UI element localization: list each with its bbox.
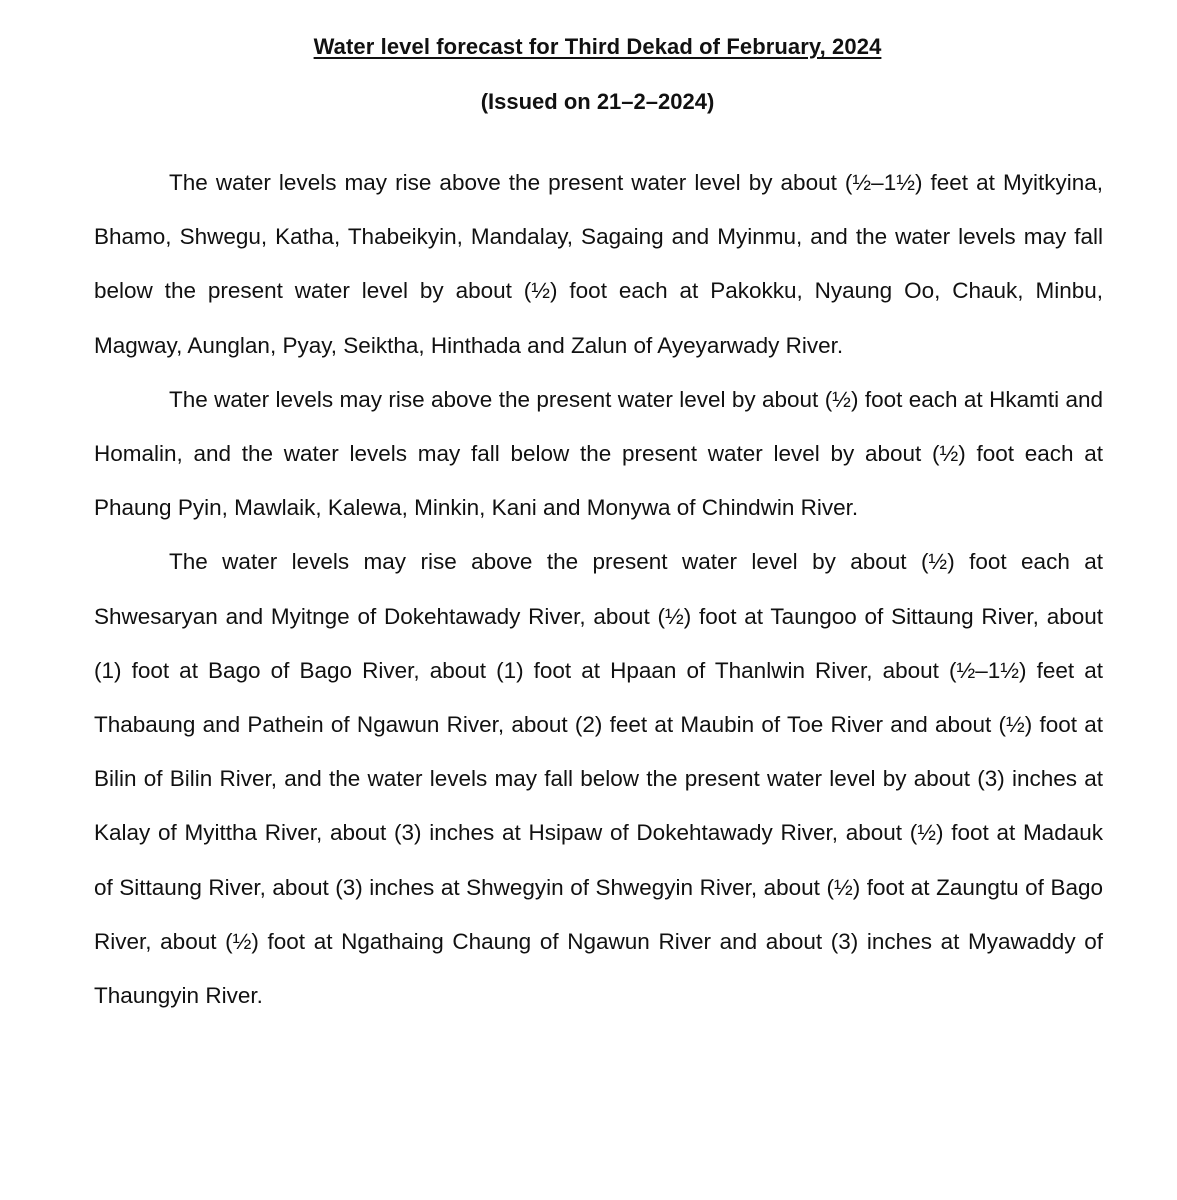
document-body — [94, 156, 1103, 1023]
document-title: Water level forecast for Third Dekad of February, 2024 — [313, 34, 882, 59]
paragraph-chindwin: The water levels may rise above the present water level by about (½) foot each at Hkamti and Homalin, and the water levels may fall below the present water level by about (½) foot each at Phaung Pyin, Mawlaik, Kalewa, Minkin, Kani and Monywa of Chindwin River. — [94, 386, 1103, 521]
paragraph-ayeyarwady: The water levels may rise above the present water level by about (½–1½) feet at Myitkyina, Bhamo, Shwegu, Katha, Thabeikyin, Mandalay, Sagaing and Myinmu, and the water levels may fall below the present water level by about (½) foot each at Pakokku, Nyaung Oo, Chauk, Minbu, Magway, Aunglan, Pyay, Seiktha, Hinthada and Zalun of Ayeyarwady River. — [94, 170, 1103, 358]
paragraph-other-rivers: The water levels may rise above the present water level by about (½) foot each at Shwesaryan and Myitnge of Dokehtawady River, about (½) foot at Taungoo of Sittaung River, about (1) foot at Bago of Bago River, about (1) foot at Hpaan of Thanlwin River, about (½–1½) feet at Thabaung and Pathein of Ngawun River, about (2) feet at Maubin of Toe River and about (½) foot at Bilin of Bilin River, and the water levels may fall below the present water level by about (3) inches at Kalay of Myittha River, about (3) inches at Hsipaw of Dokehtawady River, about (½) foot at Madauk of Sittaung River, about (3) inches at Shwegyin of Shwegyin River, about (½) foot at Zaungtu of Bago River, about (½) foot at Ngathaing Chaung of Ngawun River and about (3) inches at Myawaddy of Thaungyin River. — [94, 549, 1103, 1009]
issued-date: (Issued on 21–2–2024) — [480, 89, 715, 114]
